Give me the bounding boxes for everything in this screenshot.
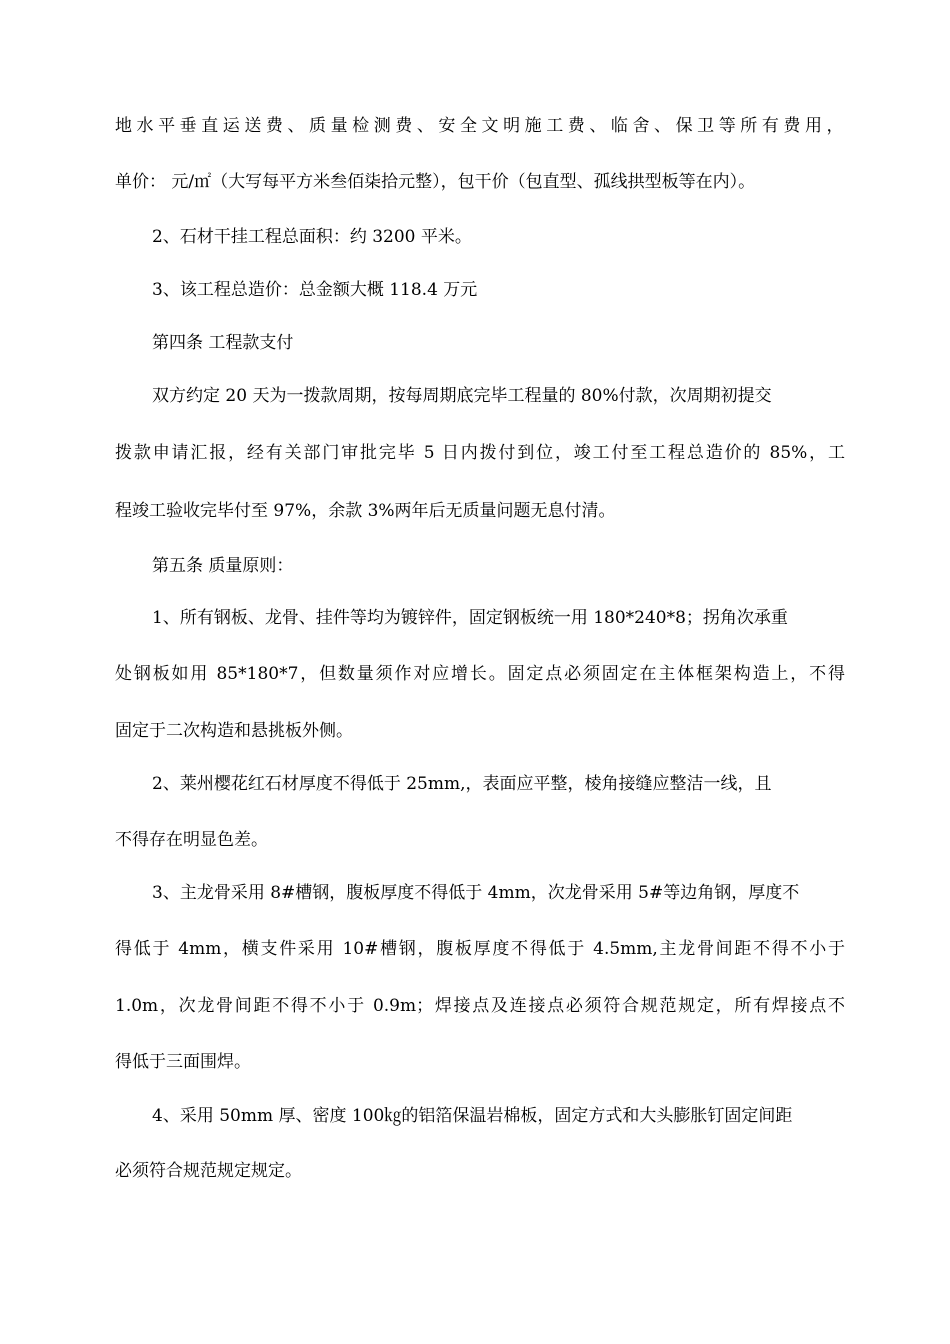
paragraph-line: 固定于二次构造和悬挑板外侧。 [115,721,353,741]
paragraph-line: 不得存在明显色差。 [115,830,268,850]
paragraph-line: 2、石材干挂工程总面积：约 3200 平米。 [152,227,472,247]
paragraph-line: 3、主龙骨采用 8#槽钢，腹板厚度不得低于 4mm，次龙骨采用 5#等边角钢，厚度不 [152,883,800,903]
paragraph-line: 程竣工验收完毕付至 97%，余款 3%两年后无质量问题无息付清。 [115,501,616,521]
paragraph-line: 3、该工程总造价：总金额大概 118.4 万元 [152,280,478,300]
paragraph-line: 地水平垂直运送费、质量检测费、安全文明施工费、临舍、保卫等所有费用， [115,116,845,136]
paragraph-line: 1.0m，次龙骨间距不得不小于 0.9m；焊接点及连接点必须符合规范规定，所有焊接点不 [115,996,845,1016]
paragraph-line: 拨款申请汇报，经有关部门审批完毕 5 日内拨付到位，竣工付至工程总造价的 85%，工 [115,443,845,463]
paragraph-line: 4、采用 50mm 厚、密度 100㎏的铝箔保温岩棉板，固定方式和大头膨胀钉固定间距 [152,1106,793,1126]
paragraph-line: 2、莱州樱花红石材厚度不得低于 25mm,，表面应平整，棱角接缝应整洁一线，且 [152,774,772,794]
section-heading: 第五条 质量原则： [152,556,294,576]
paragraph-line: 得低于 4mm，横支件采用 10#槽钢，腹板厚度不得低于 4.5mm,主龙骨间距不得不小于 [115,939,845,959]
paragraph-line: 双方约定 20 天为一拨款周期，按每周期底完毕工程量的 80%付款，次周期初提交 [152,386,772,406]
paragraph-line: 单价： 元/㎡（大写每平方米叁佰柒拾元整），包干价（包直型、孤线拱型板等在内）。 [115,172,756,192]
paragraph-line: 得低于三面围焊。 [115,1052,251,1072]
paragraph-line: 处钢板如用 85*180*7，但数量须作对应增长。固定点必须固定在主体框架构造上，不得 [115,664,845,684]
paragraph-line: 必须符合规范规定规定。 [115,1161,302,1181]
section-heading: 第四条 工程款支付 [152,333,294,353]
paragraph-line: 1、所有钢板、龙骨、挂件等均为镀锌件，固定钢板统一用 180*240*8；拐角次承重 [152,608,788,628]
